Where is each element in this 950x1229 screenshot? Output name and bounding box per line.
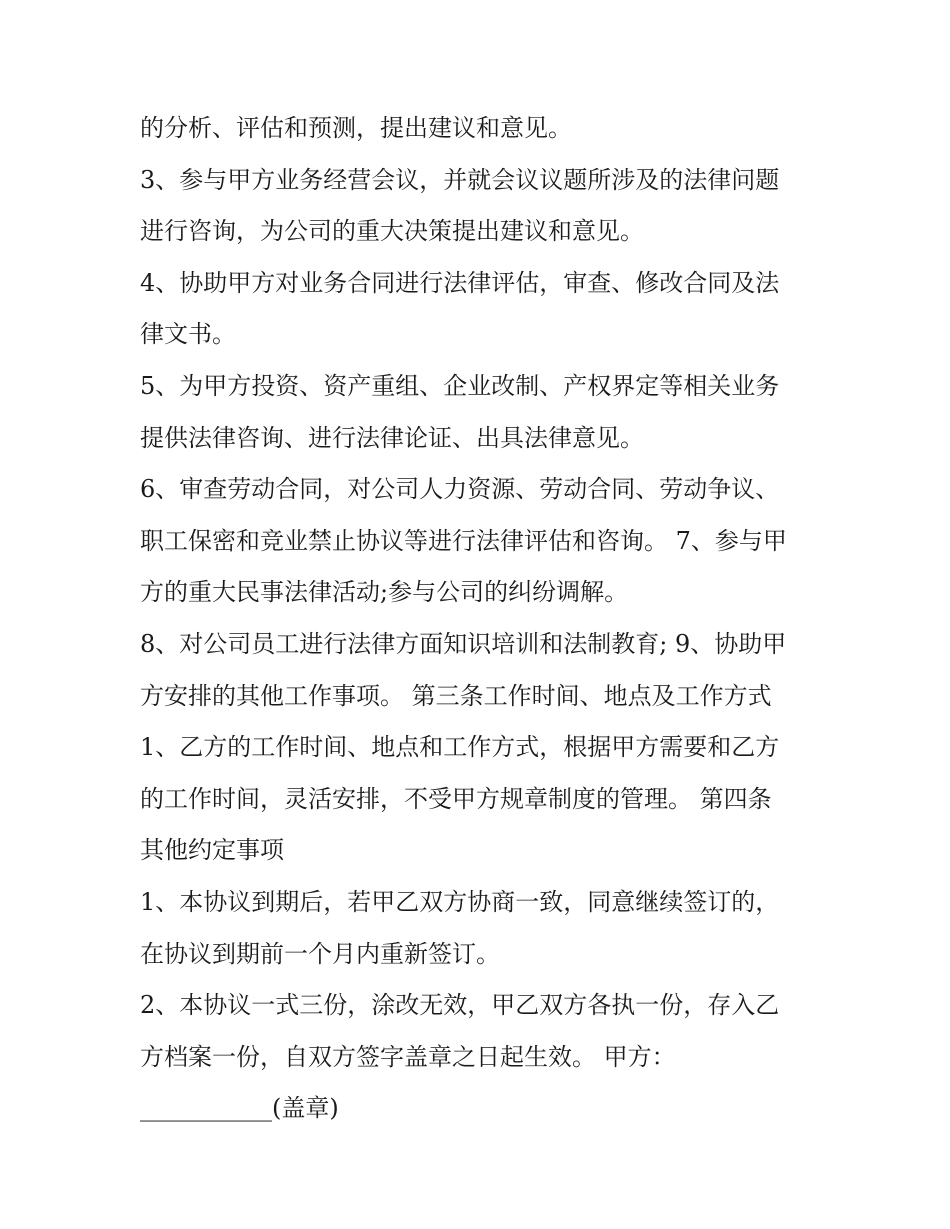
text-line: 8、对公司员工进行法律方面知识培训和法制教育; 9、协助甲 — [140, 629, 787, 658]
text-line: 的分析、评估和预测，提出建议和意见。 — [140, 114, 572, 142]
text-line: 的工作时间，灵活安排，不受甲方规章制度的管理。 第四条 — [140, 784, 772, 813]
text-line: 其他约定事项 — [140, 836, 284, 865]
text-line: 5、为甲方投资、资产重组、企业改制、产权界定等相关业务 — [140, 371, 780, 400]
text-line: 2、本协议一式三份，涂改无效，甲乙双方各执一份，存入乙 — [140, 991, 780, 1020]
text-line: 方档案一份，自双方签字盖章之日起生效。 甲方： — [140, 1042, 676, 1071]
text-line: 方安排的其他工作事项。 第三条工作时间、地点及工作方式 — [140, 681, 772, 710]
text-line: 6、审查劳动合同，对公司人力资源、劳动合同、劳动争议、 — [140, 475, 780, 504]
text-line: 律文书。 — [140, 320, 236, 349]
text-line: 提供法律咨询、进行法律论证、出具法律意见。 — [140, 423, 644, 452]
text-line: 在协议到期前一个月内重新签订。 — [140, 939, 500, 968]
text-line: 职工保密和竞业禁止协议等进行法律评估和咨询。 7、参与甲 — [140, 526, 787, 555]
text-line: 1、乙方的工作时间、地点和工作方式，根据甲方需要和乙方 — [140, 733, 780, 762]
text-line: 3、参与甲方业务经营会议，并就会议议题所涉及的法律问题 — [140, 165, 780, 194]
text-line: 4、协助甲方对业务合同进行法律评估，审查、修改合同及法 — [140, 268, 780, 297]
signature-line: ___________(盖章) — [140, 1094, 339, 1123]
text-line: 方的重大民事法律活动;参与公司的纠纷调解。 — [140, 578, 629, 607]
document-body — [140, 103, 810, 1135]
text-line: 1、本协议到期后，若甲乙双方协商一致，同意继续签订的， — [140, 887, 780, 916]
text-line: 进行咨询，为公司的重大决策提出建议和意见。 — [140, 217, 644, 246]
